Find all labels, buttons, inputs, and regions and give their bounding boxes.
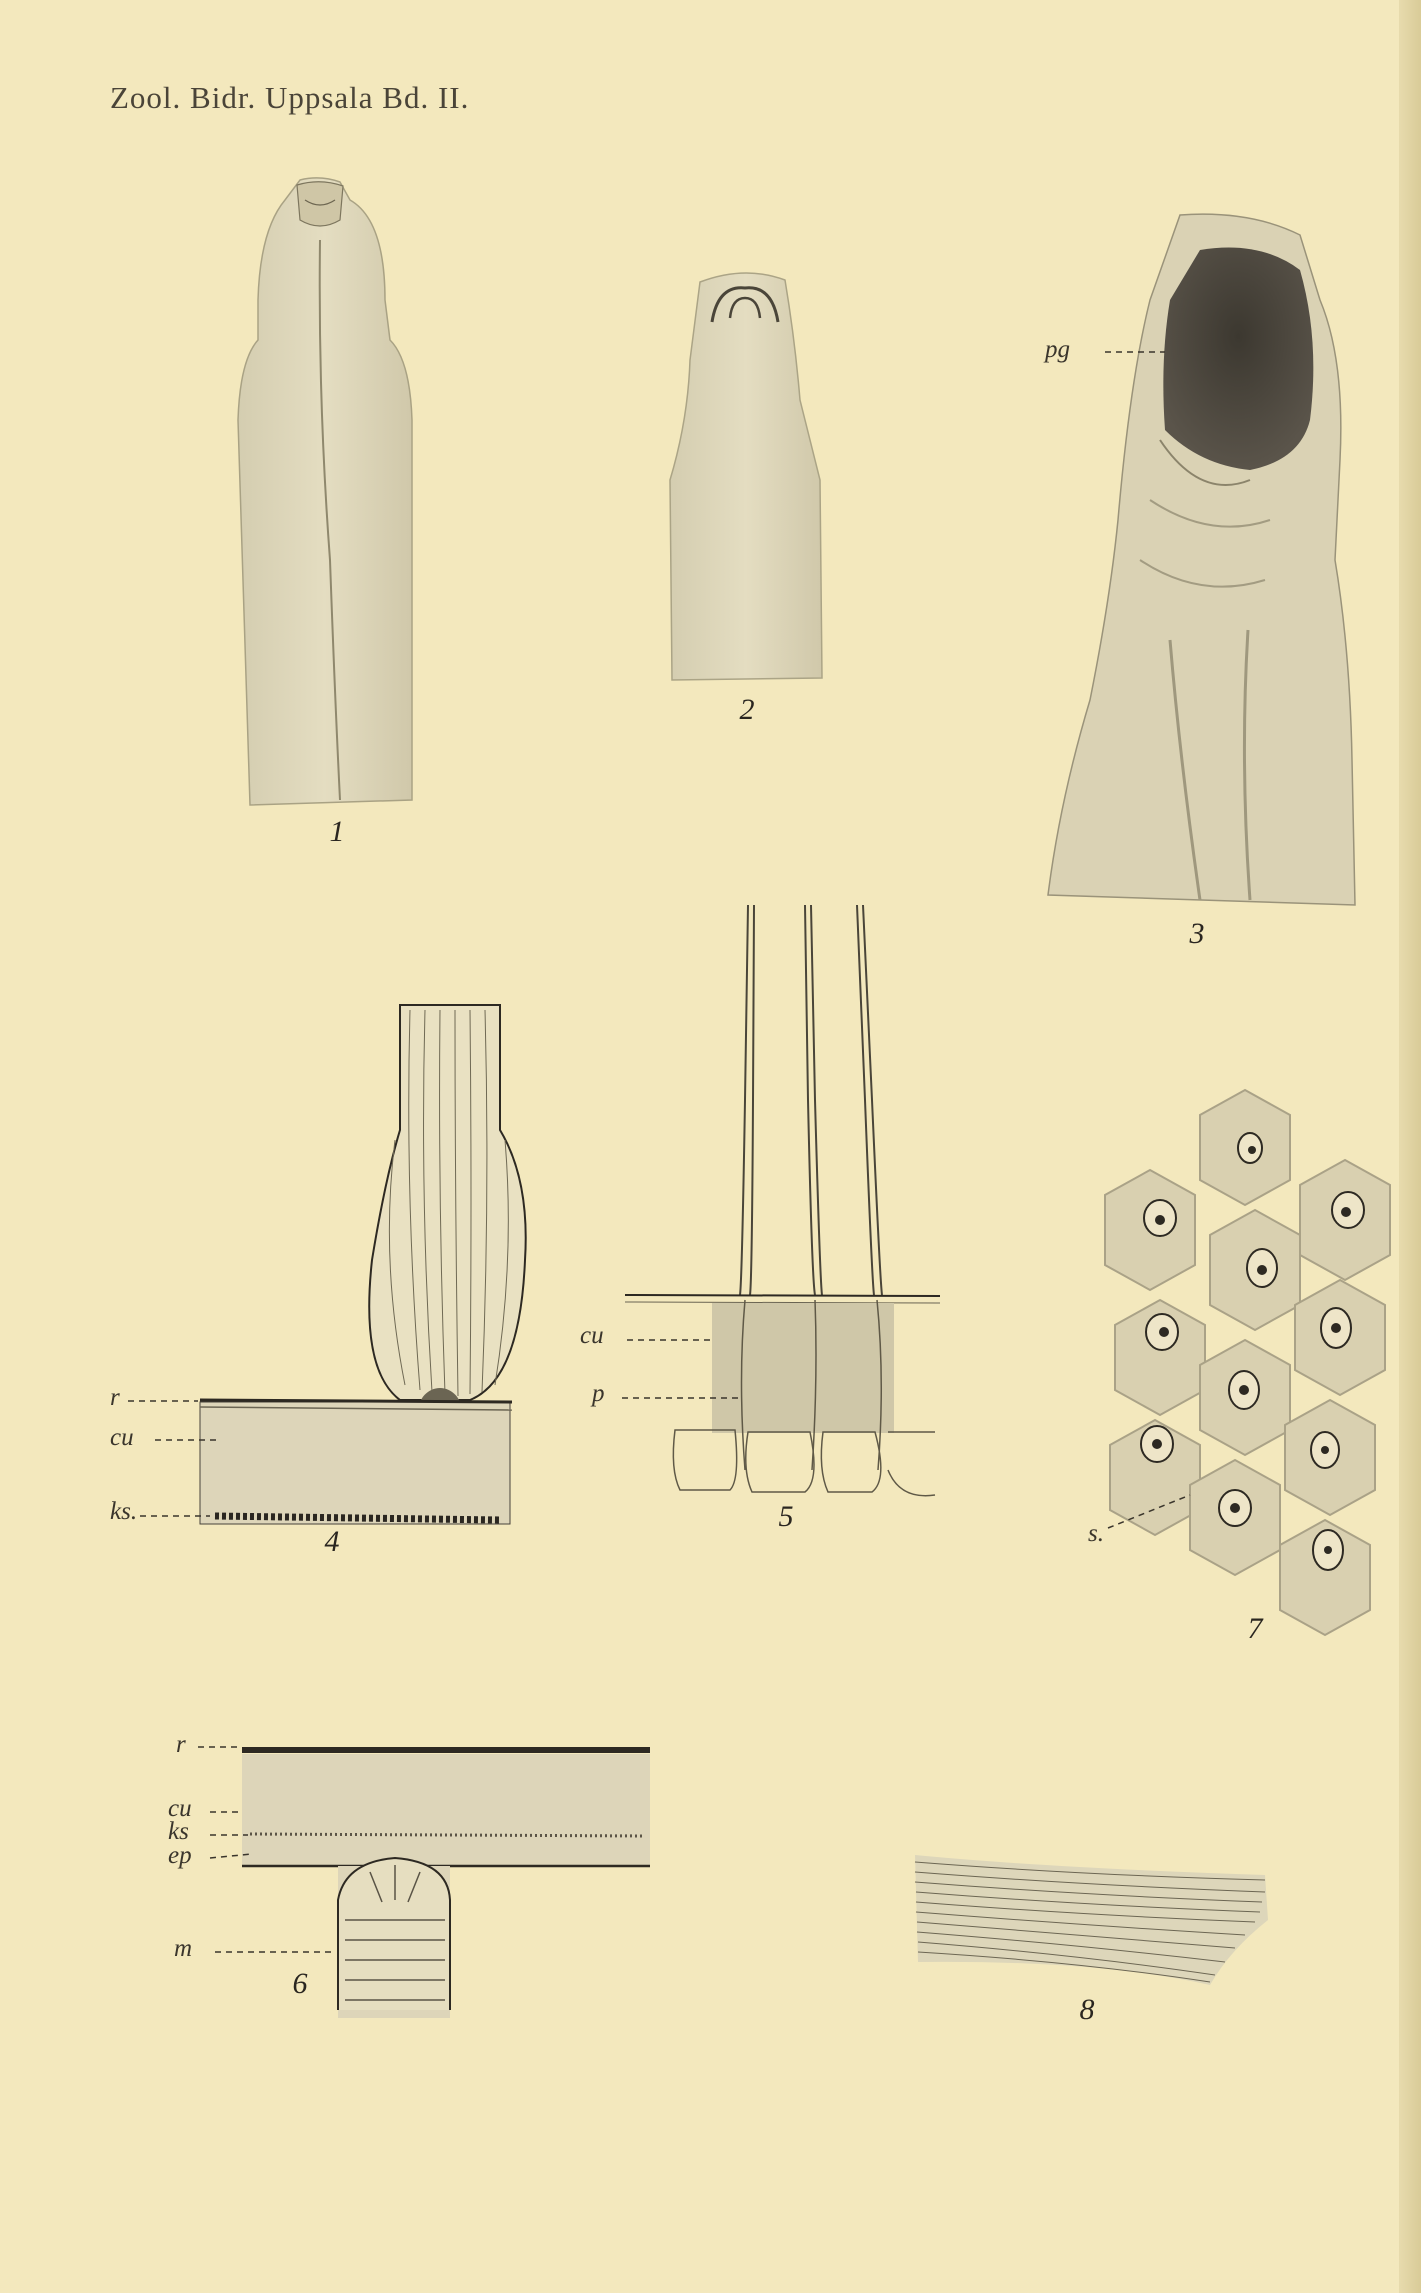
figure-4-drawing [128, 1005, 526, 1524]
label-cu-fig6: cu [168, 1795, 192, 1822]
label-r-fig6: r [176, 1731, 186, 1758]
label-p-fig5: p [592, 1380, 605, 1407]
figure-5-drawing [622, 905, 940, 1496]
figure-6-drawing [198, 1747, 650, 2018]
figure-number-6: 6 [292, 1967, 308, 2000]
label-s-fig7: s. [1088, 1520, 1104, 1547]
figure-number-3: 3 [1189, 917, 1205, 950]
figure-3-drawing [1048, 214, 1355, 905]
figure-number-8: 8 [1079, 1993, 1095, 2026]
label-cu-fig4: cu [110, 1424, 134, 1451]
figure-8-drawing [915, 1855, 1268, 1985]
label-ks-fig4: ks. [110, 1498, 138, 1525]
figure-1-drawing [238, 178, 412, 805]
label-m-fig6: m [174, 1935, 193, 1962]
label-pg: pg [1045, 336, 1070, 363]
figure-number-2: 2 [739, 693, 755, 726]
figure-number-1: 1 [329, 815, 345, 848]
journal-header: Zool. Bidr. Uppsala Bd. II. [110, 80, 470, 115]
figure-2-drawing [670, 273, 822, 680]
label-cu-fig5: cu [580, 1322, 604, 1349]
label-ep-fig6: ep [168, 1842, 192, 1869]
figure-number-7: 7 [1247, 1612, 1263, 1645]
label-ks-fig6: ks [168, 1818, 189, 1845]
figure-number-5: 5 [778, 1500, 794, 1533]
figure-number-4: 4 [324, 1525, 340, 1558]
label-r-fig4: r [110, 1384, 120, 1411]
figure-7-drawing [1105, 1090, 1390, 1635]
page-edge [1399, 0, 1421, 2293]
